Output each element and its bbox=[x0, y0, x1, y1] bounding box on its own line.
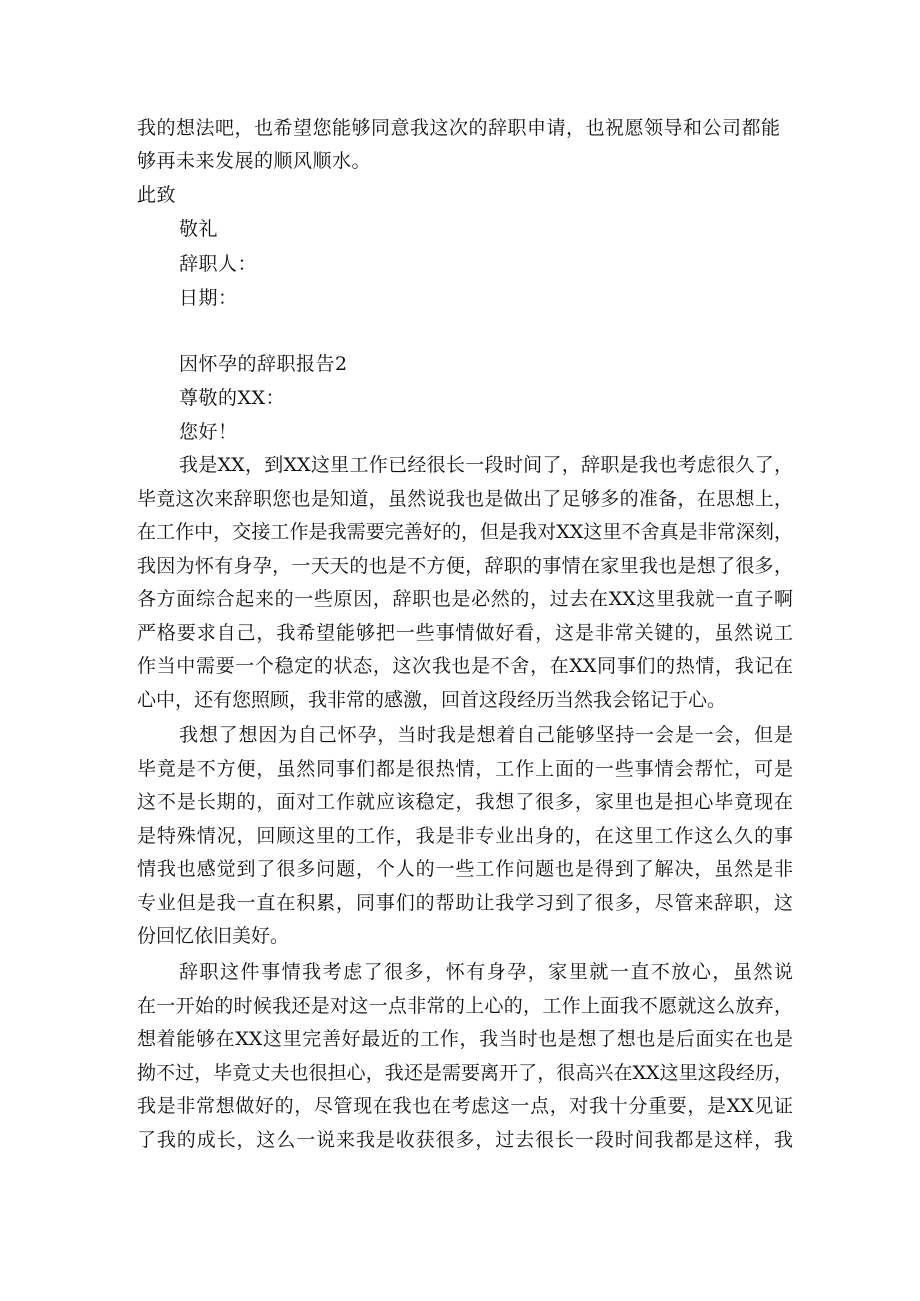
paragraph-line: 作当中需要一个稳定的状态，这次我也是不舍，在XX同事们的热情，我记在 bbox=[137, 655, 793, 677]
body-paragraph bbox=[137, 719, 793, 954]
paragraph-line: 拗不过，毕竟丈夫也很担心，我还是需要离开了，很高兴在XX这里这段经历， bbox=[137, 1061, 793, 1084]
paragraph-line: 严格要求自己，我希望能够把一些事情做好看，这是非常关键的，虽然说工 bbox=[137, 621, 793, 644]
paragraph-line: 我是XX，到XX这里工作已经很长一段时间了，辞职是我也考虑很久了， bbox=[179, 454, 793, 476]
paragraph-line: 毕竟是不方便，虽然同事们都是很热情，工作上面的一些事情会帮忙，可是 bbox=[137, 757, 793, 780]
paragraph-line: 我因为怀有身孕，一天天的也是不方便，辞职的事情在家里我也是想了很多， bbox=[137, 554, 793, 577]
paragraph-line: 心中，还有您照顾，我非常的感激，回首这段经历当然我会铭记于心。 bbox=[137, 688, 727, 711]
body-paragraph bbox=[137, 449, 793, 717]
paragraph-line: 是特殊情况，回顾这里的工作，我是非专业出身的，在这里工作这么久的事 bbox=[137, 824, 793, 847]
letter-title: 因怀孕的辞职报告2 bbox=[179, 353, 348, 375]
paragraph-line: 我是非常想做好的，尽管现在我也在考虑这一点，对我十分重要，是XX见证 bbox=[137, 1095, 793, 1117]
intro-line: 我的想法吧，也希望您能够同意我这次的辞职申请，也祝愿领导和公司都能 bbox=[137, 117, 781, 139]
salutation: 尊敬的XX： bbox=[179, 387, 286, 409]
paragraph-line: 情我也感觉到了很多问题，个人的一些工作问题也是得到了解决，虽然是非 bbox=[137, 858, 793, 880]
paragraph-line: 专业但是我一直在积累，同事们的帮助让我学习到了很多，尽管来辞职，这 bbox=[137, 891, 793, 914]
date-label: 日期： bbox=[179, 287, 238, 309]
paragraph-line: 我想了想因为自己怀孕，当时我是想着自己能够坚持一会是一会，但是 bbox=[179, 724, 793, 746]
greeting: 您好！ bbox=[179, 421, 238, 443]
paragraph-line: 份回忆依旧美好。 bbox=[137, 925, 290, 947]
paragraph-line: 毕竟这次来辞职您也是知道，虽然说我也是做出了足够多的准备，在思想上， bbox=[137, 487, 793, 510]
paragraph-line: 想着能够在XX这里完善好最近的工作，我当时也是想了想也是后面实在也是 bbox=[137, 1028, 793, 1050]
body-paragraph bbox=[137, 956, 793, 1157]
intro-line: 够再未来发展的顺风顺水。 bbox=[137, 150, 372, 172]
paragraph-line: 在工作中，交接工作是我需要完善好的，但是我对XX这里不舍真是非常深刻， bbox=[137, 521, 793, 543]
paragraph-line: 各方面综合起来的一些原因，辞职也是必然的，过去在XX这里我就一直子啊 bbox=[137, 588, 793, 610]
paragraph-line: 在一开始的时候我还是对这一点非常的上心的，工作上面我不愿就这么放弃， bbox=[137, 994, 793, 1017]
closing-ci-zhi: 此致 bbox=[137, 184, 177, 206]
paragraph-line: 辞职这件事情我考虑了很多，怀有身孕，家里就一直不放心，虽然说 bbox=[179, 961, 793, 983]
closing-jing-li: 敬礼 bbox=[179, 218, 219, 240]
signer-label: 辞职人： bbox=[179, 253, 258, 275]
paragraph-line: 了我的成长，这么一说来我是收获很多，过去很长一段时间我都是这样，我 bbox=[137, 1128, 793, 1151]
paragraph-line: 这不是长期的，面对工作就应该稳定，我想了很多，家里也是担心毕竟现在 bbox=[137, 791, 793, 813]
